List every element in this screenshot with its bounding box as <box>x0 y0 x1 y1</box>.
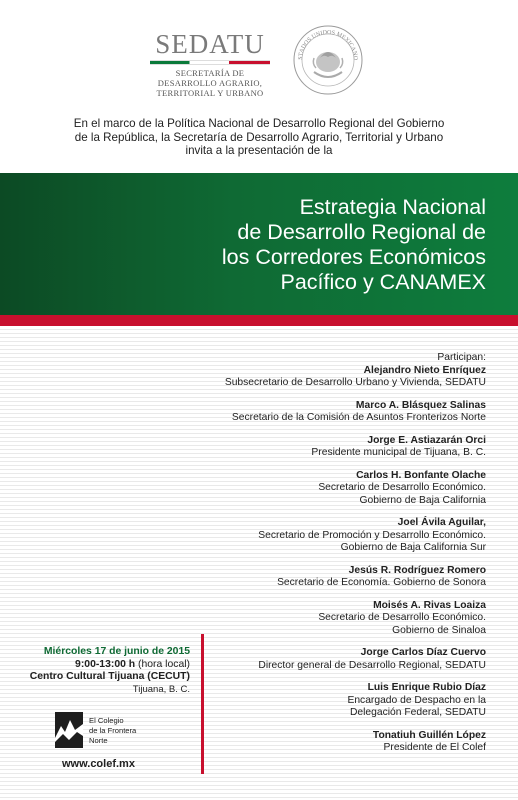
participant-role: Secretario de Desarrollo Económico. <box>318 612 486 623</box>
title-line: Pacífico y CANAMEX <box>280 270 486 294</box>
participant-role: Secretario de Desarrollo Económico. <box>318 482 486 493</box>
participants-label: Participan: <box>437 352 486 363</box>
participant-entry <box>166 565 486 590</box>
title-line: de Desarrollo Regional de <box>237 220 486 244</box>
event-venue: Centro Cultural Tijuana (CECUT) <box>29 671 190 682</box>
participant-entry <box>166 435 486 460</box>
participant-role: Secretario de Economía. Gobierno de Sonora <box>277 577 486 588</box>
participant-name: Joel Ávila Aguilar, <box>397 517 486 528</box>
participant-entry <box>166 730 486 755</box>
event-title <box>222 195 486 295</box>
participant-name: Moisés A. Rivas Loaiza <box>373 599 486 611</box>
sedatu-sub-line: DESARROLLO AGRARIO, <box>157 78 263 88</box>
event-time <box>20 659 190 672</box>
participant-name: Jorge E. Astiazarán Orci <box>367 434 486 446</box>
participant-name: Tonatiuh Guillén López <box>372 729 486 741</box>
title-line: Estrategia Nacional <box>299 195 486 219</box>
event-date: Miércoles 17 de junio de 2015 <box>43 646 190 657</box>
participant-name: Carlos H. Bonfante Olache <box>356 469 486 481</box>
mexico-seal-icon <box>292 24 364 96</box>
participant-role: Presidente municipal de Tijuana, B. C. <box>311 447 486 458</box>
header <box>0 0 518 110</box>
participant-name: Marco A. Blásquez Salinas <box>355 399 486 411</box>
colef-emblem-icon <box>55 712 83 748</box>
colef-name-line: El Colegio <box>89 716 124 725</box>
sedatu-sub-line: TERRITORIAL Y URBANO <box>156 88 264 98</box>
sedatu-logo <box>150 30 270 98</box>
participant-role: Secretario de la Comisión de Asuntos Fronterizos Norte <box>231 412 486 423</box>
participant-name: Jesús R. Rodríguez Romero <box>348 564 486 576</box>
participant-entry <box>166 470 486 508</box>
participant-name: Luis Enrique Rubio Díaz <box>367 682 486 693</box>
participant-role: Presidente de El Colef <box>383 742 486 753</box>
colef-name-line: de la Frontera <box>89 726 137 735</box>
participant-entry <box>166 647 486 672</box>
participant-entry <box>166 682 486 720</box>
colef-url-link[interactable]: www.colef.mx <box>62 758 135 770</box>
intro-text <box>30 117 488 158</box>
intro-line: En el marco de la Política Nacional de Desarrollo Regional del Gobierno <box>73 117 445 130</box>
event-details <box>20 646 190 696</box>
colef-name <box>89 716 136 746</box>
sedatu-logo-word: SEDATU <box>155 29 265 59</box>
participant-role: Gobierno de Baja California <box>359 494 486 506</box>
participant-role: Director general de Desarrollo Regional, SEDATU <box>258 659 486 671</box>
sedatu-sub-line: SECRETARÍA DE <box>175 68 245 78</box>
sedatu-tricolor-bar <box>150 60 270 65</box>
participant-role: Subsecretario de Desarrollo Urbano y Vivienda, SEDATU <box>224 377 486 388</box>
participant-role: Secretario de Promoción y Desarrollo Económico. <box>258 529 486 541</box>
event-time-range: 9:00-13:00 h <box>75 658 136 670</box>
sedatu-logo-subtitle <box>150 68 270 98</box>
participant-entry <box>166 600 486 638</box>
participant-role: Delegación Federal, SEDATU <box>349 707 486 718</box>
participants-list <box>166 352 486 765</box>
participant-role: Gobierno de Sinaloa <box>392 624 486 636</box>
intro-line: de la República, la Secretaría de Desarrollo Agrario, Territorial y Urbano <box>74 130 444 144</box>
intro-line: invita a la presentación de la <box>185 144 333 157</box>
title-line: los Corredores Económicos <box>221 245 486 269</box>
participant-entry <box>166 400 486 425</box>
svg-text:ESTADOS UNIDOS MEXICANOS: STADOS UNIDOS MEXICANO <box>297 29 359 61</box>
event-time-note: (hora local) <box>135 658 190 670</box>
participant-role: Encargado de Despacho en la <box>347 694 486 706</box>
red-divider-bar <box>0 315 518 326</box>
participant-name: Alejandro Nieto Enríquez <box>363 364 486 376</box>
red-vertical-divider <box>201 634 204 774</box>
participant-entry <box>166 365 486 390</box>
participant-role: Gobierno de Baja California Sur <box>340 542 486 553</box>
colef-name-line: Norte <box>89 736 108 745</box>
event-city: Tijuana, B. C. <box>132 683 190 695</box>
colef-logo <box>55 712 195 758</box>
participant-entry <box>166 517 486 555</box>
participant-name: Jorge Carlos Díaz Cuervo <box>360 647 486 658</box>
